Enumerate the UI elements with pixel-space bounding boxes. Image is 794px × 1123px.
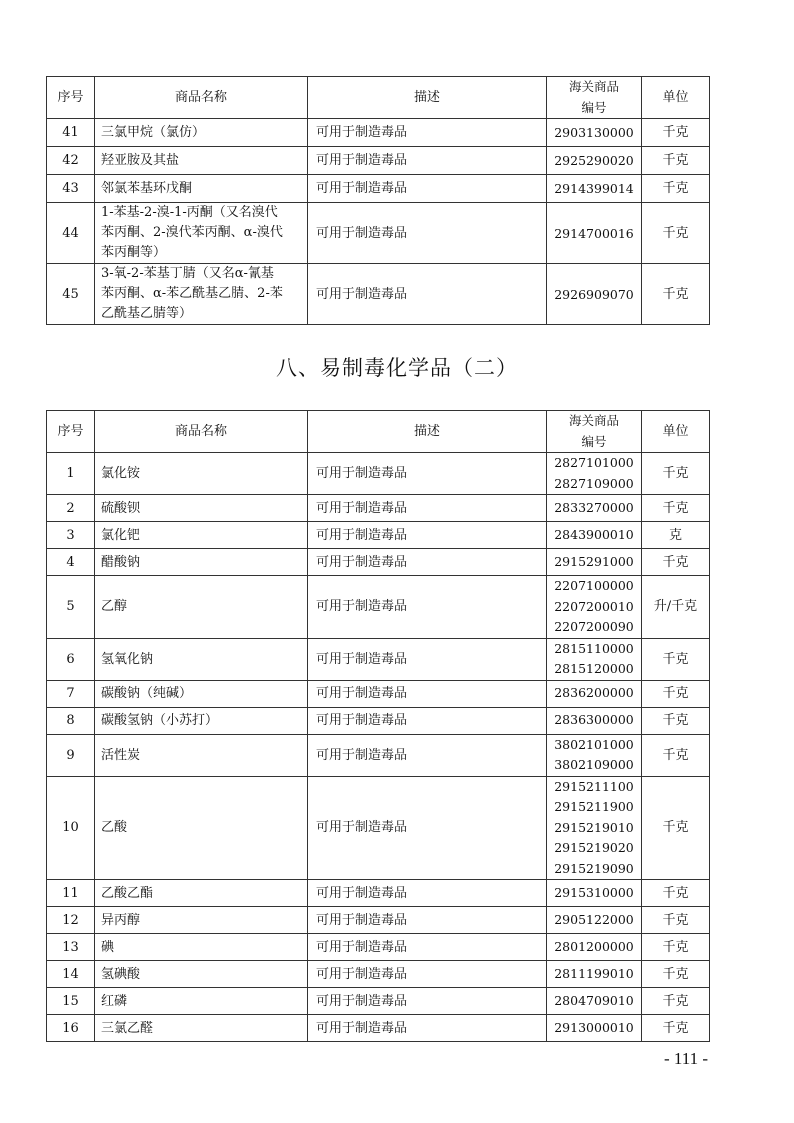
table-row: [47, 1015, 710, 1042]
cell-no: 2: [47, 495, 95, 522]
cell-no: 12: [47, 907, 95, 934]
cell-no: 6: [47, 638, 95, 680]
cell-code: [547, 638, 642, 680]
header-name: 商品名称: [95, 77, 308, 119]
cell-no: 1: [47, 453, 95, 495]
cell-unit: 千克: [642, 453, 710, 495]
customs-code: 2915219020: [554, 840, 634, 855]
table-row: [47, 638, 710, 680]
customs-code: 2827109000: [554, 475, 634, 491]
header-unit: 单位: [642, 77, 710, 119]
cell-name: 氢氧化钠: [95, 638, 308, 680]
cell-unit: 千克: [642, 934, 710, 961]
header-desc: 描述: [308, 411, 547, 453]
cell-code: [547, 453, 642, 495]
header-no: 序号: [47, 411, 95, 453]
header-name: 商品名称: [95, 411, 308, 453]
cell-desc: 可用于制造毒品: [308, 638, 547, 680]
section-title: 八、易制毒化学品（二）: [276, 356, 518, 380]
cell-desc: 可用于制造毒品: [308, 175, 547, 203]
table-row: [47, 522, 710, 549]
cell-desc: 可用于制造毒品: [308, 776, 547, 880]
customs-code: 2915211100: [554, 778, 634, 794]
cell-desc: 可用于制造毒品: [308, 549, 547, 576]
table-header-row: [47, 411, 710, 453]
cell-unit: 千克: [642, 495, 710, 522]
cell-code: [547, 576, 642, 639]
cell-unit: 千克: [642, 776, 710, 880]
cell-name: 羟亚胺及其盐: [95, 147, 308, 175]
customs-code: 2915219010: [554, 819, 634, 835]
cell-unit: 千克: [642, 907, 710, 934]
cell-unit: 千克: [642, 880, 710, 907]
cell-unit: 千克: [642, 1015, 710, 1042]
customs-code: 2827101000: [554, 455, 634, 470]
customs-code: 2905122000: [554, 911, 634, 927]
header-unit: 单位: [642, 411, 710, 453]
cell-name: 3-氧-2-苯基丁腈（又名α-氰基 苯丙酮、α-苯乙酰基乙腈、2-苯 乙酰基乙腈等）: [95, 264, 308, 325]
cell-code: [547, 495, 642, 522]
table-row: [47, 934, 710, 961]
cell-no: 5: [47, 576, 95, 639]
cell-name: 活性炭: [95, 734, 308, 776]
cell-code: [547, 907, 642, 934]
cell-no: 42: [47, 147, 95, 175]
cell-name: 碘: [95, 934, 308, 961]
cell-desc: 可用于制造毒品: [308, 734, 547, 776]
header-desc: 描述: [308, 77, 547, 119]
cell-code: [547, 707, 642, 734]
cell-desc: 可用于制造毒品: [308, 934, 547, 961]
cell-name: 硫酸钡: [95, 495, 308, 522]
table-row: [47, 549, 710, 576]
cell-code: [547, 961, 642, 988]
cell-no: 16: [47, 1015, 95, 1042]
table-row: [47, 961, 710, 988]
cell-name: 乙酸乙酯: [95, 880, 308, 907]
cell-desc: 可用于制造毒品: [308, 203, 547, 264]
cell-no: 41: [47, 119, 95, 147]
table-body: [47, 453, 710, 1042]
cell-desc: 可用于制造毒品: [308, 907, 547, 934]
cell-name: 醋酸钠: [95, 549, 308, 576]
cell-unit: 千克: [642, 119, 710, 147]
customs-code: 3802101000: [554, 736, 634, 752]
cell-no: 15: [47, 988, 95, 1015]
cell-desc: 可用于制造毒品: [308, 522, 547, 549]
table-header-row: [47, 77, 710, 119]
customs-code: 2207200090: [554, 619, 634, 634]
cell-no: 44: [47, 203, 95, 264]
cell-name: 1-苯基-2-溴-1-丙酮（又名溴代 苯丙酮、2-溴代苯丙酮、α-溴代 苯丙酮等）: [95, 203, 308, 264]
table-row: [47, 576, 710, 639]
customs-code: 2207200010: [554, 598, 634, 614]
table-precursor-chemicals-1: [46, 76, 710, 325]
customs-code: 2836300000: [554, 712, 634, 728]
table-row: [47, 880, 710, 907]
cell-no: 10: [47, 776, 95, 880]
header-code: 海关商品 编号: [547, 77, 642, 119]
cell-desc: 可用于制造毒品: [308, 119, 547, 147]
cell-code: [547, 522, 642, 549]
customs-code: 3802109000: [554, 757, 634, 772]
customs-code: 2915291000: [554, 553, 634, 569]
table-row: [47, 907, 710, 934]
customs-code: 2833270000: [554, 499, 634, 515]
customs-code: 2804709010: [554, 992, 634, 1008]
table-row: [47, 119, 710, 147]
table-row: [47, 453, 710, 495]
cell-name: 三氯乙醛: [95, 1015, 308, 1042]
cell-no: 14: [47, 961, 95, 988]
cell-code: 2914700016: [547, 203, 642, 264]
table-precursor-chemicals-2: [46, 410, 710, 1042]
cell-code: 2903130000: [547, 119, 642, 147]
cell-desc: 可用于制造毒品: [308, 1015, 547, 1042]
cell-code: [547, 988, 642, 1015]
cell-code: [547, 1015, 642, 1042]
customs-code: 2915310000: [554, 884, 634, 900]
cell-name: 碳酸钠（纯碱）: [95, 680, 308, 707]
cell-desc: 可用于制造毒品: [308, 961, 547, 988]
customs-code: 2913000010: [554, 1019, 634, 1035]
cell-desc: 可用于制造毒品: [308, 988, 547, 1015]
cell-no: 8: [47, 707, 95, 734]
cell-code: 2925290020: [547, 147, 642, 175]
cell-name: 邻氯苯基环戊酮: [95, 175, 308, 203]
cell-code: [547, 734, 642, 776]
table-row: [47, 734, 710, 776]
cell-desc: 可用于制造毒品: [308, 576, 547, 639]
cell-no: 4: [47, 549, 95, 576]
cell-unit: 千克: [642, 961, 710, 988]
cell-name: 氢碘酸: [95, 961, 308, 988]
cell-no: 13: [47, 934, 95, 961]
cell-name: 氯化铵: [95, 453, 308, 495]
cell-name: 氯化钯: [95, 522, 308, 549]
cell-desc: 可用于制造毒品: [308, 264, 547, 325]
cell-name: 碳酸氢钠（小苏打）: [95, 707, 308, 734]
cell-desc: 可用于制造毒品: [308, 495, 547, 522]
customs-code: 2915219090: [554, 860, 634, 876]
cell-desc: 可用于制造毒品: [308, 707, 547, 734]
cell-desc: 可用于制造毒品: [308, 680, 547, 707]
cell-name: 乙醇: [95, 576, 308, 639]
table-row: [47, 147, 710, 175]
cell-no: 45: [47, 264, 95, 325]
customs-code: 2915211900: [554, 799, 634, 814]
cell-name: 异丙醇: [95, 907, 308, 934]
cell-unit: 千克: [642, 638, 710, 680]
cell-unit: 升/千克: [642, 576, 710, 639]
cell-desc: 可用于制造毒品: [308, 453, 547, 495]
customs-code: 2836200000: [554, 685, 634, 701]
cell-code: 2926909070: [547, 264, 642, 325]
table-row: [47, 776, 710, 880]
header-no: 序号: [47, 77, 95, 119]
cell-code: 2914399014: [547, 175, 642, 203]
cell-code: [547, 776, 642, 880]
cell-desc: 可用于制造毒品: [308, 880, 547, 907]
cell-unit: 千克: [642, 988, 710, 1015]
table-row: [47, 175, 710, 203]
cell-no: 43: [47, 175, 95, 203]
customs-code: 2801200000: [554, 938, 634, 954]
cell-no: 7: [47, 680, 95, 707]
cell-no: 3: [47, 522, 95, 549]
cell-unit: 千克: [642, 549, 710, 576]
cell-unit: 千克: [642, 734, 710, 776]
cell-code: [547, 880, 642, 907]
cell-unit: 千克: [642, 707, 710, 734]
page-number: - 111 -: [663, 1049, 708, 1068]
cell-name: 三氯甲烷（氯仿）: [95, 119, 308, 147]
cell-desc: 可用于制造毒品: [308, 147, 547, 175]
customs-code: 2815110000: [554, 640, 634, 656]
table-row: [47, 264, 710, 325]
cell-code: [547, 549, 642, 576]
cell-name: 乙酸: [95, 776, 308, 880]
cell-unit: 千克: [642, 147, 710, 175]
cell-no: 11: [47, 880, 95, 907]
customs-code: 2207100000: [554, 578, 634, 593]
customs-code: 2811199010: [554, 965, 634, 981]
cell-code: [547, 680, 642, 707]
table-row: [47, 988, 710, 1015]
customs-code: 2843900010: [554, 526, 634, 542]
customs-code: 2815120000: [554, 661, 634, 676]
cell-unit: 千克: [642, 680, 710, 707]
table-row: [47, 203, 710, 264]
cell-unit: 千克: [642, 175, 710, 203]
cell-code: [547, 934, 642, 961]
table-row: [47, 680, 710, 707]
cell-no: 9: [47, 734, 95, 776]
cell-unit: 克: [642, 522, 710, 549]
header-code: 海关商品 编号: [547, 411, 642, 453]
cell-name: 红磷: [95, 988, 308, 1015]
table-row: [47, 707, 710, 734]
cell-unit: 千克: [642, 264, 710, 325]
cell-unit: 千克: [642, 203, 710, 264]
table-row: [47, 495, 710, 522]
